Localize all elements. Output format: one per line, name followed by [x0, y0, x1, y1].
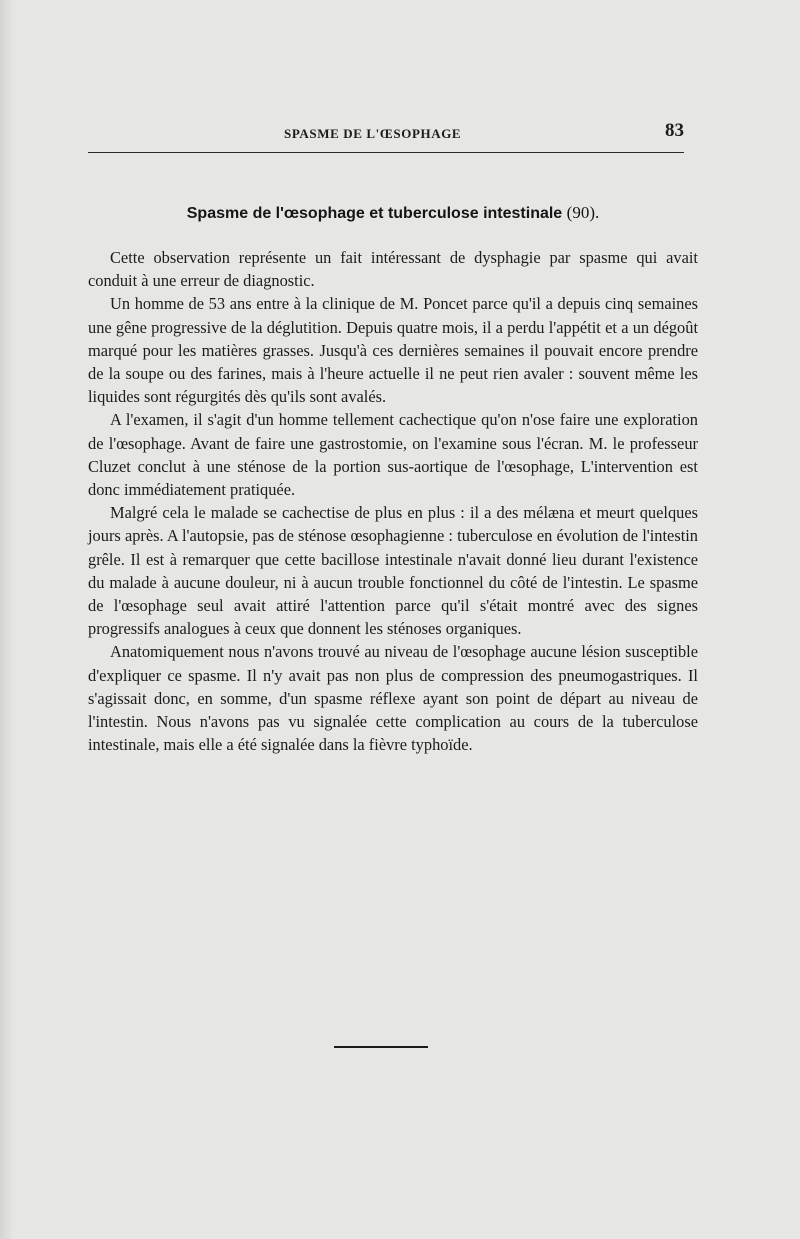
- paragraph: Anatomiquement nous n'avons trouvé au niveau de l'œsophage aucune lésion susceptible d'expliquer ce spasme. Il n'y avait pas non plus de compression des pneumogastriques. Il s'agissait donc, en somme, d'un spasme réflexe ayant son point de départ au niveau de l'intestin. Nous n'avons pas vu signalée cette complication au cours de la tuberculose intestinale, mais elle a été signalée dans la fièvre typhoïde.: [88, 642, 698, 755]
- paragraph: Malgré cela le malade se cachectise de plus en plus : il a des mélæna et meurt quelques jours après. A l'autopsie, pas de sténose œsophagienne : tuberculose en évolution de l'intestin grêle. Il est à remarquer que cette bacillose intestinale n'avait donné lieu durant l'existence du malade à aucune douleur, ni à aucun trouble fonctionnel du côté de l'intestin. Le spasme de l'œsophage seul avait attiré l'attention parce qu'il s'était montré avec des signes progressifs analogues à ceux que donnent les sténoses organiques.: [88, 503, 698, 639]
- running-header: [88, 120, 684, 150]
- page-number: 83: [665, 120, 684, 141]
- end-rule: [334, 1046, 428, 1048]
- page-binding-shadow: [0, 0, 14, 1239]
- section-title: [88, 203, 698, 223]
- header-rule: [88, 152, 684, 153]
- body-text: [88, 246, 698, 756]
- paragraph: A l'examen, il s'agit d'un homme tellement cachectique qu'on n'ose faire une exploration de l'œsophage. Avant de faire une gastrostomie, on l'examine sous l'écran. M. le professeur Cluzet conclut à une sténose de la portion sus-aortique de l'œsophage, L'intervention est donc immédiatement pratiquée.: [88, 410, 698, 500]
- paragraph: Cette observation représente un fait intéressant de dysphagie par spasme qui avait conduit à une erreur de diagnostic.: [88, 248, 698, 291]
- running-title: SPASME DE L'ŒSOPHAGE: [284, 126, 462, 141]
- section-reference: (90).: [566, 203, 600, 222]
- section-title-text: Spasme de l'œsophage et tuberculose intestinale: [186, 205, 563, 222]
- paragraph: Un homme de 53 ans entre à la clinique de M. Poncet parce qu'il a depuis cinq semaines une gêne progressive de la déglutition. Depuis quatre mois, il a perdu l'appétit et a un dégoût marqué pour les matières grasses. Jusqu'à ces dernières semaines il pouvait encore prendre de la soupe ou des farines, mais à l'heure actuelle il ne peut rien avaler : souvent même les liquides sont régurgités dès qu'ils sont avalés.: [88, 294, 698, 407]
